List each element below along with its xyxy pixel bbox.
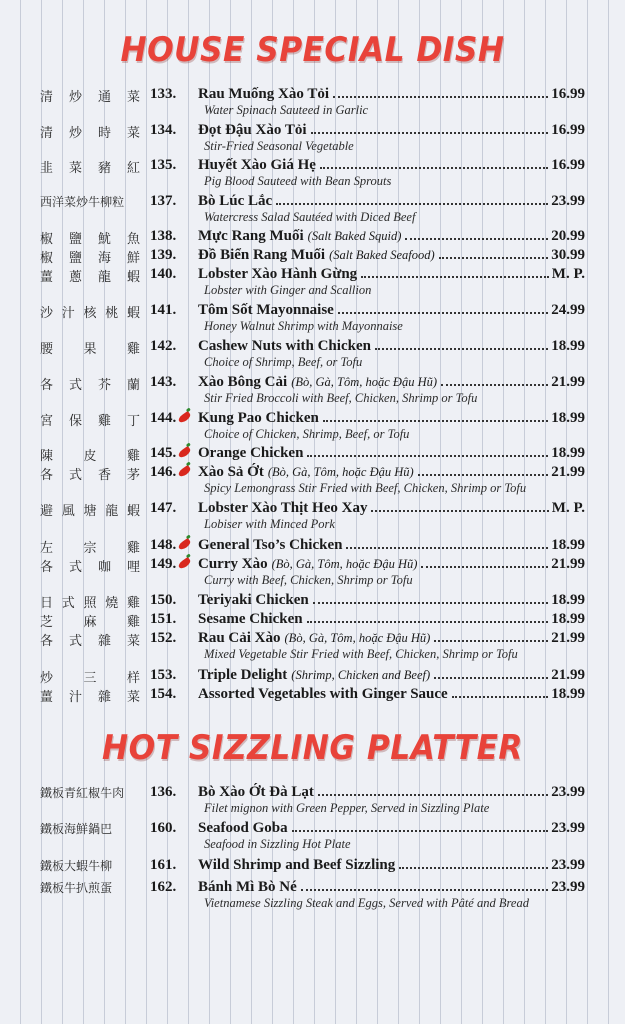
item-price: 21.99: [551, 667, 585, 683]
item-name: General Tso’s Chicken: [198, 537, 343, 553]
item-name: Đồ Biển Rang Muối: [198, 247, 326, 263]
item-chinese-name: 腰 果 雞: [40, 342, 140, 357]
item-detail: (Bò, Gà, Tôm, hoặc Đậu Hũ): [291, 375, 438, 389]
item-line: [198, 820, 585, 837]
item-name: Orange Chicken: [198, 445, 304, 461]
item-number: 140.: [150, 266, 177, 282]
item-chinese-name: 陳 皮 雞: [40, 449, 140, 464]
item-chinese-name: 各 式 咖 哩: [40, 560, 140, 575]
item-number: 154.: [150, 686, 177, 702]
menu-item: [0, 122, 625, 162]
item-price: 16.99: [551, 86, 585, 102]
menu-item: [0, 157, 625, 197]
item-price: 18.99: [551, 338, 585, 354]
item-chinese-name: 清 炒 通 菜: [40, 90, 140, 105]
item-price: 18.99: [551, 686, 585, 702]
item-description: Water Spinach Sauteed in Garlic: [204, 103, 369, 117]
dot-leader: [399, 867, 548, 869]
chili-pepper-icon: [177, 465, 192, 478]
item-price: 23.99: [551, 879, 585, 895]
item-line: [198, 86, 585, 103]
item-line: [198, 630, 585, 647]
item-description: Choice of Shrimp, Beef, or Tofu: [204, 355, 363, 369]
item-chinese-name: 鐵 板 青 紅 椒 牛 肉: [40, 786, 125, 800]
item-description: Seafood in Sizzling Hot Plate: [204, 837, 351, 851]
dot-leader: [301, 889, 548, 891]
item-name: Tôm Sốt Mayonnaise: [198, 302, 334, 318]
dot-leader: [441, 384, 548, 386]
section-title-hot-sizzling: HOT SIZZLING PLATTER: [102, 728, 523, 768]
menu-item: [0, 784, 625, 824]
item-description: Mixed Vegetable Stir Fried with Beef, Chicken, Shrimp or Tofu: [204, 647, 518, 661]
item-line: [198, 857, 585, 874]
item-chinese-name: 清 炒 時 菜: [40, 126, 140, 141]
item-detail: (Salt Baked Seafood): [329, 248, 435, 262]
item-price: 23.99: [551, 820, 585, 836]
item-price: M. P.: [551, 500, 585, 516]
item-description: Spicy Lemongrass Stir Fried with Beef, Chicken, Shrimp or Tofu: [204, 481, 527, 495]
item-price: 23.99: [551, 857, 585, 873]
dot-leader: [318, 794, 548, 796]
item-chinese-name: 韭 菜 豬 紅: [40, 161, 140, 176]
item-name: Lobster Xào Thịt Heo Xay: [198, 500, 368, 516]
item-detail: (Shrimp, Chicken and Beef): [291, 668, 431, 682]
menu-item: [0, 193, 625, 233]
item-number: 147.: [150, 500, 177, 516]
item-chinese-name: 薑 汁 雜 菜: [40, 690, 140, 705]
item-number: 135.: [150, 157, 177, 173]
item-chinese-name: 左 宗 雞: [40, 541, 140, 556]
item-line: [198, 592, 585, 609]
item-description: Stir Fried Broccoli with Beef, Chicken, Shrimp or Tofu: [204, 391, 478, 405]
dot-leader: [333, 96, 548, 98]
menu-item: [0, 500, 625, 540]
item-name: Assorted Vegetables with Ginger Sauce: [198, 686, 448, 702]
dot-leader: [452, 696, 549, 698]
item-chinese-name: 椒 鹽 魷 魚: [40, 232, 140, 247]
menu-item: [0, 374, 625, 414]
dot-leader: [418, 474, 549, 476]
chili-pepper-icon: [177, 557, 192, 570]
item-price: 23.99: [551, 784, 585, 800]
item-line: [198, 611, 585, 628]
menu-item: [0, 820, 625, 860]
menu-item: [0, 879, 625, 919]
item-name: Rau Muống Xào Tỏi: [198, 86, 330, 102]
item-description: Lobster with Ginger and Scallion: [204, 283, 372, 297]
chili-pepper-icon: [177, 538, 192, 551]
item-price: 16.99: [551, 157, 585, 173]
item-name: Xào Bông Cải: [198, 374, 288, 390]
item-number: 139.: [150, 247, 177, 263]
dot-leader: [421, 566, 548, 568]
dot-leader: [434, 677, 548, 679]
item-chinese-name: 各 式 芥 蘭: [40, 378, 140, 393]
dot-leader: [307, 455, 548, 457]
item-description: Filet mignon with Green Pepper, Served in Sizzling Plate: [204, 801, 490, 815]
item-description: Vietnamese Sizzling Steak and Eggs, Served with Pâté and Bread: [204, 896, 529, 910]
menu-item: [0, 630, 625, 670]
item-line: [198, 122, 585, 139]
item-detail: (Bò, Gà, Tôm, hoặc Đậu Hũ): [271, 557, 418, 571]
item-price: 20.99: [551, 228, 585, 244]
item-line: [198, 784, 585, 801]
dot-leader: [375, 348, 548, 350]
item-number: 134.: [150, 122, 177, 138]
item-price: 30.99: [551, 247, 585, 263]
item-price: 18.99: [551, 592, 585, 608]
item-chinese-name: 避 風 塘 龍 蝦: [40, 504, 140, 519]
section-title-house-special: HOUSE SPECIAL DISH: [120, 30, 505, 70]
item-number: 150.: [150, 592, 177, 608]
item-line: [198, 266, 585, 283]
item-chinese-name: 鐵 板 牛 扒 煎 蛋: [40, 881, 113, 895]
item-chinese-name: 炒 三 样: [40, 671, 140, 686]
item-line: [198, 686, 585, 703]
item-name: Bò Lúc Lắc: [198, 193, 273, 209]
dot-leader: [346, 547, 548, 549]
item-price: 18.99: [551, 611, 585, 627]
item-number: 148.: [150, 537, 177, 553]
item-name: Mực Rang Muối: [198, 228, 304, 244]
item-description: Pig Blood Sauteed with Bean Sprouts: [204, 174, 392, 188]
item-chinese-name: 沙 汁 核 桃 蝦: [40, 306, 140, 321]
chili-pepper-icon: [177, 411, 192, 424]
item-price: M. P.: [551, 266, 585, 282]
item-line: [198, 410, 585, 427]
item-price: 18.99: [551, 410, 585, 426]
dot-leader: [405, 238, 548, 240]
item-number: 144.: [150, 410, 177, 426]
item-number: 143.: [150, 374, 177, 390]
dot-leader: [323, 420, 548, 422]
item-chinese-name: 鐵 板 海 鮮 鍋 巴: [40, 822, 113, 836]
item-description: Honey Walnut Shrimp with Mayonnaise: [204, 319, 403, 333]
dot-leader: [320, 167, 548, 169]
item-line: [198, 537, 585, 554]
item-line: [198, 193, 585, 210]
item-number: 142.: [150, 338, 177, 354]
item-name: Sesame Chicken: [198, 611, 303, 627]
dot-leader: [292, 830, 549, 832]
item-chinese-name: 鐵 板 大 蝦 牛 柳: [40, 859, 113, 873]
item-chinese-name: 日 式 照 燒 雞: [40, 596, 140, 611]
item-number: 146.: [150, 464, 177, 480]
item-detail: (Bò, Gà, Tôm, hoặc Đậu Hũ): [284, 631, 431, 645]
menu-item: [0, 686, 625, 726]
item-line: [198, 302, 585, 319]
item-name: Huyết Xào Giá Hẹ: [198, 157, 316, 173]
item-name: Lobster Xào Hành Gừng: [198, 266, 358, 282]
item-line: [198, 556, 585, 573]
item-line: [198, 247, 585, 264]
item-number: 162.: [150, 879, 177, 895]
item-name: Kung Pao Chicken: [198, 410, 319, 426]
item-number: 138.: [150, 228, 177, 244]
item-line: [198, 667, 585, 684]
item-price: 21.99: [551, 556, 585, 572]
item-chinese-name: 椒 鹽 海 鮮: [40, 251, 140, 266]
item-number: 161.: [150, 857, 177, 873]
item-description: Watercress Salad Sautéed with Diced Beef: [204, 210, 416, 224]
item-price: 23.99: [551, 193, 585, 209]
menu-item: [0, 266, 625, 306]
item-number: 136.: [150, 784, 177, 800]
menu-item: [0, 338, 625, 378]
item-chinese-name: 西 洋 菜 炒 牛 柳 粒: [40, 195, 125, 209]
item-chinese-name: 芝 麻 雞: [40, 615, 140, 630]
item-detail: (Bò, Gà, Tôm, hoặc Đậu Hũ): [267, 465, 414, 479]
dot-leader: [361, 276, 549, 278]
item-price: 21.99: [551, 464, 585, 480]
item-name: Rau Cải Xào: [198, 630, 281, 646]
item-name: Teriyaki Chicken: [198, 592, 309, 608]
item-description: Curry with Beef, Chicken, Shrimp or Tofu: [204, 573, 413, 587]
item-name: Xào Sả Ớt: [198, 464, 264, 480]
dot-leader: [276, 203, 548, 205]
item-line: [198, 464, 585, 481]
item-number: 152.: [150, 630, 177, 646]
menu-item: [0, 464, 625, 504]
item-description: Choice of Chicken, Shrimp, Beef, or Tofu: [204, 427, 410, 441]
item-line: [198, 879, 585, 896]
dot-leader: [307, 621, 549, 623]
item-name: Wild Shrimp and Beef Sizzling: [198, 857, 396, 873]
item-price: 21.99: [551, 630, 585, 646]
dot-leader: [371, 510, 548, 512]
chili-pepper-icon: [177, 446, 192, 459]
item-price: 24.99: [551, 302, 585, 318]
dot-leader: [313, 602, 549, 604]
menu-item: [0, 410, 625, 450]
item-name: Bánh Mì Bò Né: [198, 879, 297, 895]
item-chinese-name: 宮 保 雞 丁: [40, 414, 140, 429]
menu-item: [0, 302, 625, 342]
item-name: Đọt Đậu Xào Tỏi: [198, 122, 307, 138]
item-price: 21.99: [551, 374, 585, 390]
item-name: Triple Delight: [198, 667, 288, 683]
item-name: Cashew Nuts with Chicken: [198, 338, 371, 354]
item-line: [198, 338, 585, 355]
item-number: 149.: [150, 556, 177, 572]
dot-leader: [311, 132, 549, 134]
item-number: 137.: [150, 193, 177, 209]
item-chinese-name: 各 式 雜 菜: [40, 634, 140, 649]
dot-leader: [338, 312, 548, 314]
item-line: [198, 445, 585, 462]
item-number: 145.: [150, 445, 177, 461]
item-price: 18.99: [551, 537, 585, 553]
item-name: Bò Xào Ớt Đà Lạt: [198, 784, 314, 800]
dot-leader: [434, 640, 548, 642]
item-line: [198, 228, 585, 245]
item-chinese-name: 薑 蔥 龍 蝦: [40, 270, 140, 285]
item-name: Curry Xào: [198, 556, 268, 572]
item-line: [198, 500, 585, 517]
item-price: 16.99: [551, 122, 585, 138]
item-detail: (Salt Baked Squid): [307, 229, 402, 243]
item-number: 151.: [150, 611, 177, 627]
item-name: Seafood Goba: [198, 820, 288, 836]
item-description: Stir-Fried Seasonal Vegetable: [204, 139, 354, 153]
item-description: Lobiser with Minced Pork: [204, 517, 335, 531]
item-number: 141.: [150, 302, 177, 318]
item-number: 160.: [150, 820, 177, 836]
item-line: [198, 157, 585, 174]
menu-item: [0, 86, 625, 126]
item-price: 18.99: [551, 445, 585, 461]
item-chinese-name: 各 式 香 茅: [40, 468, 140, 483]
dot-leader: [439, 257, 549, 259]
item-number: 153.: [150, 667, 177, 683]
item-line: [198, 374, 585, 391]
item-number: 133.: [150, 86, 177, 102]
menu-item: [0, 556, 625, 596]
